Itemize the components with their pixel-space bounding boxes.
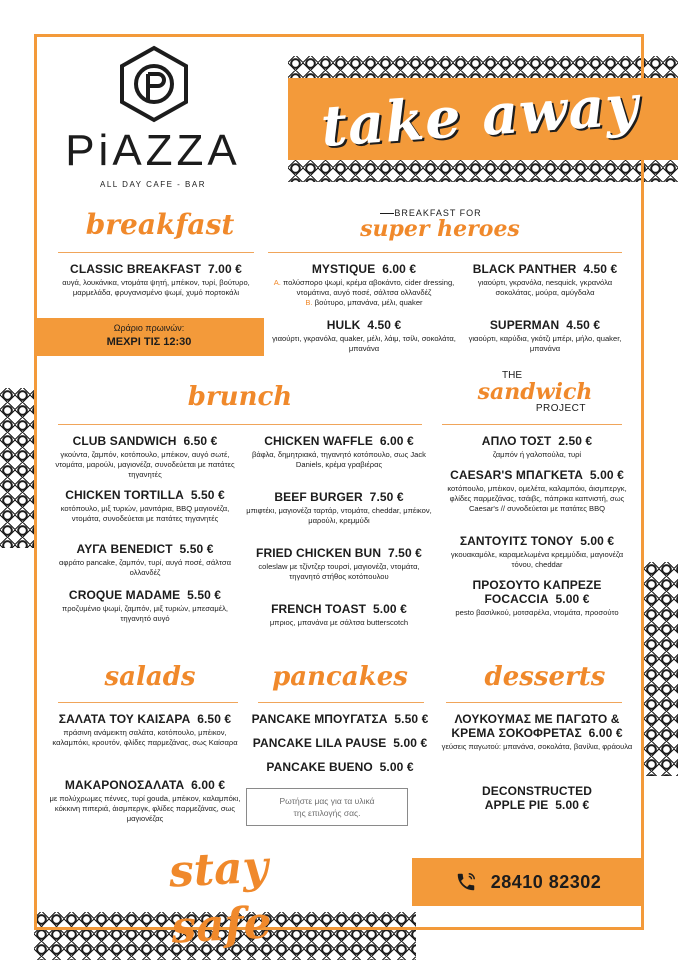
item-price: 5.50 €	[179, 542, 214, 556]
item-name: ΛΟΥΚΟΥΜΑΣ ΜΕ ΠΑΓΩΤΟ &	[454, 712, 620, 726]
item-price: 6.00 €	[588, 726, 623, 740]
phone-number[interactable]: 28410 82302	[490, 871, 602, 892]
item-name: CHICKEN WAFFLE	[264, 434, 373, 448]
brand-logo	[48, 44, 258, 194]
item-desc: γκουακαμόλε, καραμελωμένα κρεμμύδια, μαγιονέζα τόνου, cheddar	[450, 550, 624, 569]
item-price: 5.00 €	[555, 798, 590, 812]
menu-item	[48, 588, 242, 624]
hero-price: 4.50 €	[367, 318, 402, 332]
salads-column	[48, 712, 242, 824]
classic-breakfast-desc: αυγά, λουκάνικα, ντομάτα ψητή, μπέικον, τυρί, βούτυρο, μαρμελάδα, φρυγανισμένο ψωμί, χυμό πορτοκάλι	[62, 278, 250, 297]
brand-tagline: ALL DAY CAFE - BAR	[100, 180, 206, 189]
desserts-title: desserts	[484, 662, 606, 692]
menu-item	[244, 490, 434, 546]
item-name: PANCAKE LILA PAUSE	[252, 736, 387, 750]
pancakes-title: pancakes	[272, 662, 408, 692]
hero-mystique	[266, 262, 462, 308]
item-desc: coleslaw με τζίντζερ τουρσί, μαγιονέζα, ντομάτα, τηγανητό στήθος κοτόπουλου	[258, 562, 420, 581]
breakfast-divider	[58, 252, 254, 253]
sandwich-the: THE	[502, 370, 522, 381]
hero-desc: γιαούρτι, καρύδια, γκότζι μπέρι, μήλο, quaker, μπανάνα	[468, 334, 622, 353]
brand-name: PiAZZA	[65, 126, 241, 175]
hero-price: 4.50 €	[583, 262, 618, 276]
classic-breakfast-name: CLASSIC BREAKFAST	[70, 262, 202, 276]
sandwich-divider	[442, 424, 622, 425]
heroes-divider	[268, 252, 622, 253]
pancakes-column	[240, 712, 440, 784]
menu-item	[240, 760, 440, 784]
heroes-title: super heroes	[360, 216, 520, 242]
hero-name: HULK	[326, 318, 361, 332]
item-price: 5.00 €	[555, 592, 590, 606]
item-name: PANCAKE BUENO	[266, 760, 373, 774]
pancakes-note-line-1: Ρωτήστε μας για τα υλικά	[279, 796, 375, 806]
item-name: ΑΠΛΟ ΤΟΣΤ	[481, 434, 552, 448]
item-price: 7.50 €	[369, 490, 404, 504]
menu-item	[48, 434, 242, 488]
pancakes-divider	[258, 702, 424, 703]
item-name: BEEF BURGER	[274, 490, 363, 504]
menu-item	[440, 578, 634, 618]
breakfast-hours-box	[34, 318, 264, 356]
sandwich-header	[470, 370, 600, 414]
item-desc: ζαμπόν ή γαλοπούλα, τυρί	[492, 450, 582, 459]
menu-item	[244, 602, 434, 628]
item-desc: βάφλα, δημητριακά, τηγανητό κοτόπουλο, σως Jack Daniels, κρέμα γραβιέρας	[252, 450, 426, 469]
classic-breakfast-price: 7.00 €	[207, 262, 242, 276]
item-desc: αφράτο pancake, ζαμπόν, τυρί, αυγά ποσέ, σάλτσα ολλανδέζ	[59, 558, 231, 577]
brunch-title: brunch	[187, 382, 293, 412]
item-name: FRENCH TOAST	[271, 602, 367, 616]
item-price: 5.50 €	[394, 712, 429, 726]
item-desc: pesto βασιλικού, μοτσαρέλα, ντομάτα, προσούτο	[455, 608, 619, 617]
item-desc: μπριος, μπανάνα με σάλτσα butterscotch	[269, 618, 409, 627]
item-price: 5.00 €	[379, 760, 414, 774]
hero-price: 6.00 €	[382, 262, 417, 276]
heroes-kicker-line	[380, 213, 394, 214]
item-name: ΣΑΝΤΟΥΙΤΣ ΤΟΝΟΥ	[459, 534, 574, 548]
item-desc: κοτόπουλο, μπέικον, ομελέτα, καλαμπόκι, άισμπεργκ, φλίδες παρμεζάνας, τσάιβς, πάπρικα καπνιστή, σως Caesar's // συνοδεύεται με πατάτες BBQ	[447, 484, 627, 513]
menu-item	[440, 784, 634, 812]
item-price: 7.50 €	[387, 546, 422, 560]
hero-hulk	[266, 318, 462, 354]
item-name: CROQUE MADAME	[68, 588, 181, 602]
sandwich-title: sandwich	[477, 379, 593, 405]
hero-desc: γιαούρτι, γκρανόλα, quaker, μέλι, λάιμ, τσίλι, σοκολάτα, μπανάνα	[272, 334, 456, 353]
menu-item	[48, 712, 242, 778]
hero-desc: γιαούρτι, γκρανόλα, nesquick, γκρανόλα σοκολάτας, μούρα, αμύγδαλα	[477, 278, 613, 297]
phone-box	[412, 858, 644, 906]
hero-name: SUPERMAN	[489, 318, 560, 332]
item-name: CLUB SANDWICH	[72, 434, 177, 448]
item-name: CHICKEN TORTILLA	[65, 488, 184, 502]
item-name: CAESAR'S ΜΠΑΓΚΕΤΑ	[450, 468, 584, 482]
menu-item	[440, 468, 634, 534]
option-a-desc: πολύσπορο ψωμί, κρέμα αβοκάντο, cider dressing, ντομάτινα, αυγό ποσέ, σάλτσα ολλανδέζ	[283, 278, 455, 297]
pancakes-note-line-2: της επιλογής σας.	[293, 808, 361, 818]
salads-divider	[58, 702, 238, 703]
breakfast-hours-label: Ωράριο πρωινών:	[113, 323, 185, 333]
piazza-logo-icon	[114, 44, 194, 124]
item-desc: κοτόπουλο, μιξ τυριών, μανιτάρια, BBQ μαγιονέζα, ντομάτα, συνοδεύεται με πατάτες τηγανητές	[60, 504, 230, 523]
heroes-kicker: BREAKFAST FOR	[394, 208, 482, 218]
item-price: 6.00 €	[379, 434, 414, 448]
item-name: ΠΡΟΣΟΥΤΟ ΚΑΠΡΕΖΕ	[472, 578, 602, 592]
take-away-title: take away	[318, 71, 642, 161]
hero-black-panther	[460, 262, 630, 298]
stay-safe-slogan: stay safe	[167, 841, 273, 954]
sandwich-project: PROJECT	[535, 403, 586, 414]
option-b-desc: βούτυρο, μπανάνα, μέλι, quaker	[314, 298, 423, 307]
phone-icon	[455, 871, 477, 893]
hero-name: MYSTIQUE	[311, 262, 376, 276]
item-price: 6.50 €	[197, 712, 232, 726]
item-price: 6.00 €	[191, 778, 226, 792]
desserts-divider	[446, 702, 622, 703]
brunch-column-2	[244, 434, 434, 628]
item-desc: γκούντα, ζαμπόν, κοτόπουλο, μπέικον, αυγό σωτέ, ντομάτα, μαρούλι, μαγιονέζα, συνοδεύεται με πατάτες τηγανητές	[55, 450, 235, 479]
item-name: PANCAKE ΜΠΟΥΓΑΤΣΑ	[251, 712, 388, 726]
item-price: 6.50 €	[183, 434, 218, 448]
pattern-right	[644, 562, 678, 776]
pancakes-note	[246, 788, 408, 826]
desserts-column	[440, 712, 634, 812]
brunch-column-1	[48, 434, 242, 624]
salads-title: salads	[104, 662, 196, 692]
brunch-divider	[58, 424, 422, 425]
item-price: 2.50 €	[558, 434, 593, 448]
item-desc: μπιφτέκι, μαγιονέζα ταρτάρ, ντομάτα, cheddar, μπέικον, μαρούλι, κρεμμύδι	[246, 506, 432, 525]
sandwich-column	[440, 434, 634, 618]
classic-breakfast	[48, 262, 264, 298]
option-a-tag: Α.	[273, 278, 281, 287]
menu-item	[440, 434, 634, 468]
menu-item	[48, 542, 242, 588]
item-name: ΑΥΓΑ BENEDICT	[76, 542, 173, 556]
menu-item	[440, 712, 634, 784]
menu-item	[240, 712, 440, 736]
menu-item	[244, 434, 434, 490]
item-price: 5.00 €	[580, 534, 615, 548]
option-b-tag: Β.	[305, 298, 313, 307]
item-price: 5.50 €	[187, 588, 222, 602]
menu-item	[244, 546, 434, 602]
item-name: ΜΑΚΑΡΟΝΟΣΑΛΑΤΑ	[64, 778, 185, 792]
pattern-left	[0, 388, 34, 548]
item-name: FRIED CHICKEN BUN	[256, 546, 382, 560]
item-price: 5.00 €	[393, 736, 428, 750]
item-name-line-2: APPLE PIE	[484, 798, 549, 812]
menu-item	[240, 736, 440, 760]
hero-superman	[460, 318, 630, 354]
hero-price: 4.50 €	[566, 318, 601, 332]
item-desc: πράσινη ανάμεικτη σαλάτα, κοτόπουλο, μπέικον, καλαμπόκι, κρουτόν, φλίδες παρμεζάνας, σως Καίσαρα	[52, 728, 238, 747]
item-name: DECONSTRUCTED	[482, 784, 592, 798]
item-price: 5.00 €	[372, 602, 407, 616]
item-desc: γεύσεις παγωτού: μπανάνα, σοκολάτα, βανίλια, φράουλα	[441, 742, 633, 751]
item-price: 5.50 €	[190, 488, 225, 502]
item-desc: προζυμένιο ψωμί, ζαμπόν, μιξ τυριών, μπεσαμέλ, τηγανητό αυγό	[62, 604, 228, 623]
menu-item	[440, 534, 634, 578]
item-name-line-2: FOCACCIA	[484, 592, 549, 606]
item-price: 5.00 €	[589, 468, 624, 482]
menu-item	[48, 778, 242, 824]
menu-item	[48, 488, 242, 542]
item-desc: με πολύχρωμες πέννες, τυρί gouda, μπέικον, καλαμπόκι, κόκκινη πιπεριά, άισμπεργκ, φλίδες παρμεζάνας, σως μαγιονέζας	[49, 794, 241, 823]
item-name: ΣΑΛΑΤΑ ΤΟΥ ΚΑΙΣΑΡΑ	[58, 712, 191, 726]
breakfast-hours-value: ΜΕΧΡΙ ΤΙΣ 12:30	[106, 336, 192, 348]
item-name-line-2: ΚΡΕΜΑ ΣΟΚΟΦΡΕΤΑΣ	[451, 726, 582, 740]
hero-name: BLACK PANTHER	[472, 262, 577, 276]
breakfast-title: breakfast	[85, 208, 235, 241]
